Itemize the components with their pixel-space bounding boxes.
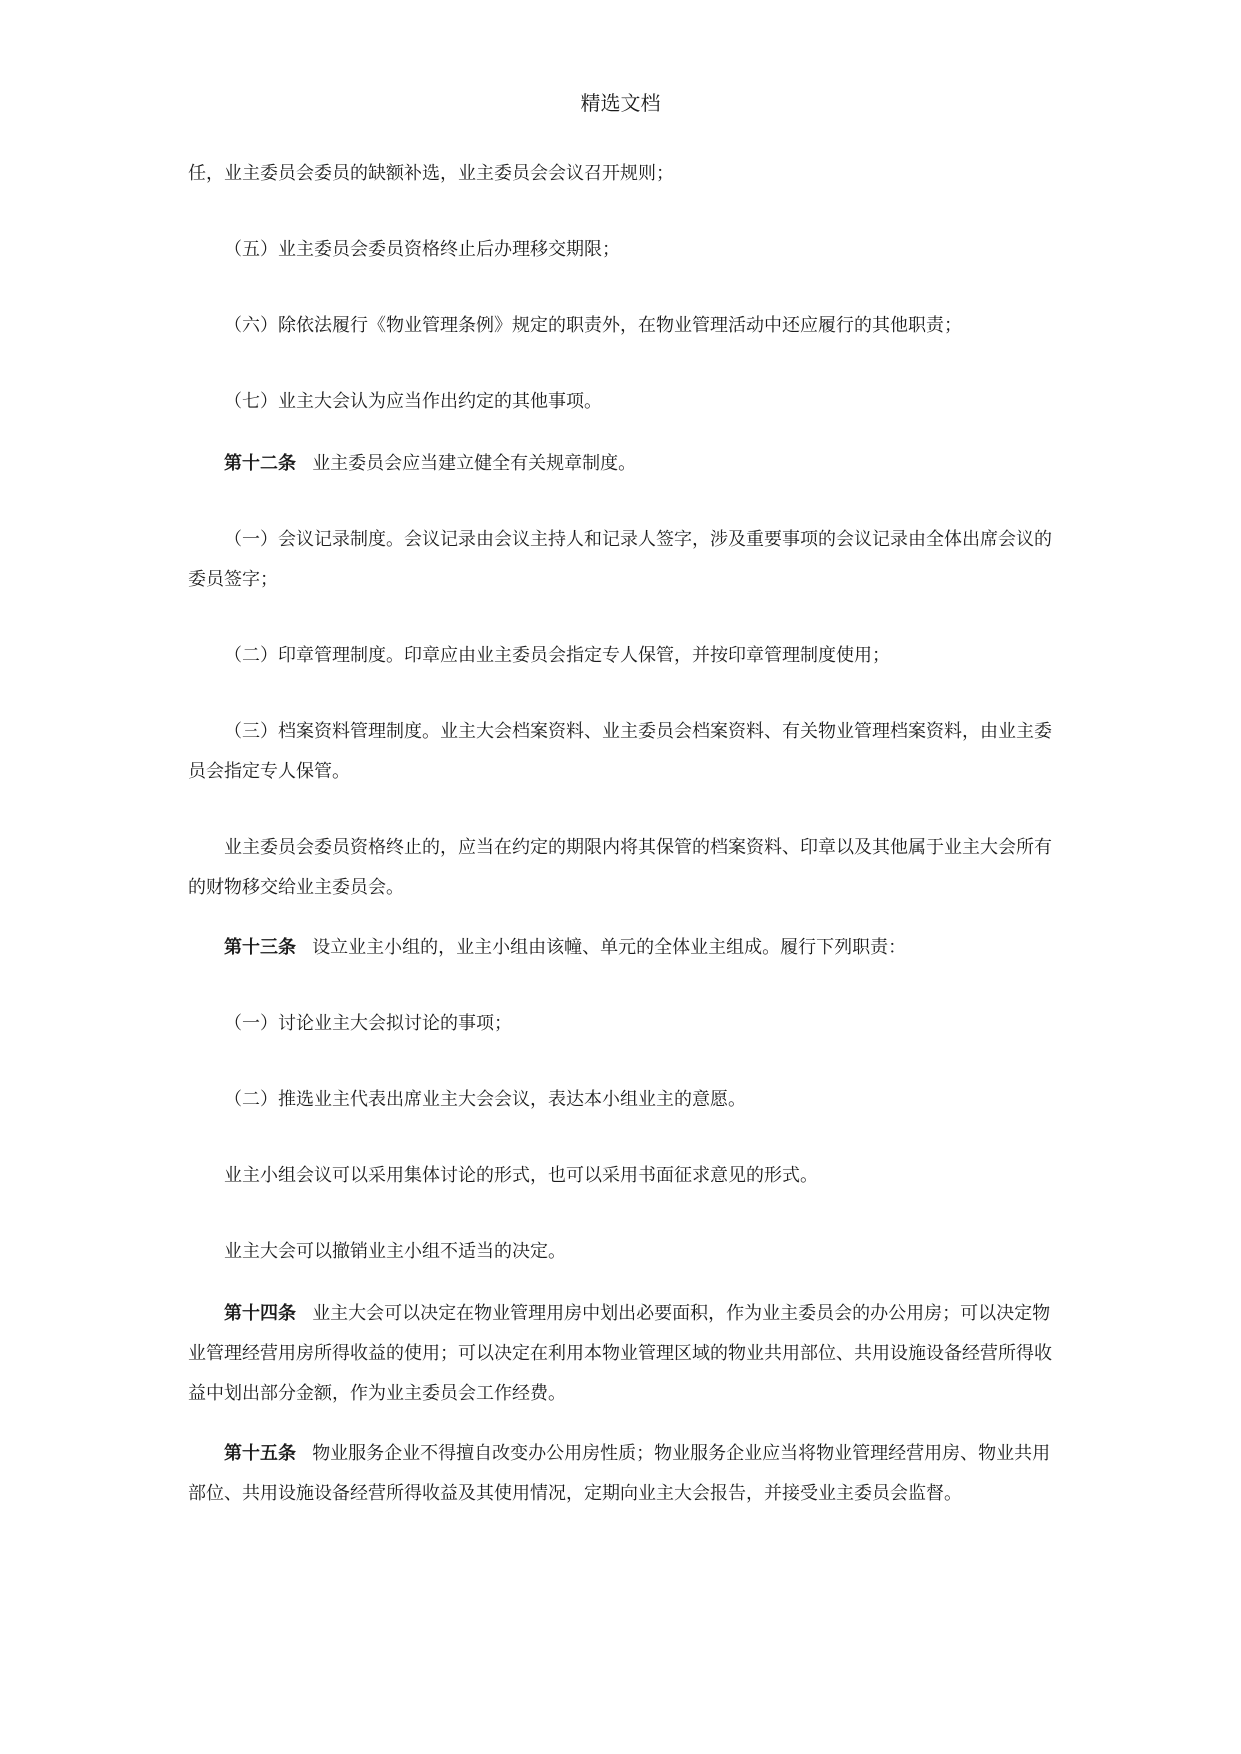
article-number: 第十二条 bbox=[224, 453, 296, 474]
paragraph-text: 业主小组会议可以采用集体讨论的形式，也可以采用书面征求意见的形式。 bbox=[224, 1165, 818, 1186]
article-14 bbox=[188, 1294, 1058, 1414]
paragraph-text: （一）讨论业主大会拟讨论的事项； bbox=[224, 1013, 512, 1034]
paragraph-text: 业主委员会委员资格终止的，应当在约定的期限内将其保管的档案资料、印章以及其他属于业主大会所有的财物移交给业主委员会。 bbox=[188, 837, 1052, 898]
revoke-paragraph bbox=[188, 1232, 1058, 1272]
document-body bbox=[188, 154, 1058, 1514]
article-number: 第十五条 bbox=[224, 1443, 296, 1464]
paragraph-text: 物业服务企业不得擅自改变办公用房性质；物业服务企业应当将物业管理经营用房、物业共用部位、共用设施设备经营所得收益及其使用情况，定期向业主大会报告，并接受业主委员会监督。 bbox=[188, 1443, 1051, 1504]
paragraph-continuation bbox=[188, 154, 1058, 194]
paragraph-text: （二）印章管理制度。印章应由业主委员会指定专人保管，并按印章管理制度使用； bbox=[224, 645, 890, 666]
paragraph-text: 业主大会可以撤销业主小组不适当的决定。 bbox=[224, 1241, 566, 1262]
duty-item-2 bbox=[188, 1080, 1058, 1120]
duty-item-1 bbox=[188, 1004, 1058, 1044]
paragraph-text: （六）除依法履行《物业管理条例》规定的职责外，在物业管理活动中还应履行的其他职责； bbox=[224, 315, 962, 336]
paragraph-text: （七）业主大会认为应当作出约定的其他事项。 bbox=[224, 391, 602, 412]
rule-item-1 bbox=[188, 520, 1058, 600]
paragraph-text: 任，业主委员会委员的缺额补选，业主委员会会议召开规则； bbox=[188, 163, 674, 184]
paragraph-text: （一）会议记录制度。会议记录由会议主持人和记录人签字，涉及重要事项的会议记录由全体出席会议的委员签字； bbox=[188, 529, 1052, 590]
article-13 bbox=[188, 928, 1058, 968]
rule-item-2 bbox=[188, 636, 1058, 676]
paragraph-text: 业主大会可以决定在物业管理用房中划出必要面积，作为业主委员会的办公用房；可以决定物业管理经营用房所得收益的使用；可以决定在利用本物业管理区域的物业共用部位、共用设施设备经营所得收益中划出部分金额，作为业主委员会工作经费。 bbox=[188, 1303, 1052, 1404]
list-item-5 bbox=[188, 230, 1058, 270]
paragraph-text: （二）推选业主代表出席业主大会会议，表达本小组业主的意愿。 bbox=[224, 1089, 746, 1110]
paragraph-text: 设立业主小组的，业主小组由该幢、单元的全体业主组成。履行下列职责： bbox=[312, 937, 907, 958]
group-meeting-paragraph bbox=[188, 1156, 1058, 1196]
article-12 bbox=[188, 444, 1058, 484]
paragraph-text: 业主委员会应当建立健全有关规章制度。 bbox=[312, 453, 637, 474]
paragraph-text: （三）档案资料管理制度。业主大会档案资料、业主委员会档案资料、有关物业管理档案资料，由业主委员会指定专人保管。 bbox=[188, 721, 1052, 782]
list-item-6 bbox=[188, 306, 1058, 346]
rule-item-3 bbox=[188, 712, 1058, 792]
handover-paragraph bbox=[188, 828, 1058, 908]
article-number: 第十四条 bbox=[224, 1303, 296, 1324]
list-item-7 bbox=[188, 382, 1058, 422]
paragraph-text: （五）业主委员会委员资格终止后办理移交期限； bbox=[224, 239, 620, 260]
page-header: 精选文档 bbox=[580, 91, 661, 115]
article-15 bbox=[188, 1434, 1058, 1514]
article-number: 第十三条 bbox=[224, 937, 296, 958]
